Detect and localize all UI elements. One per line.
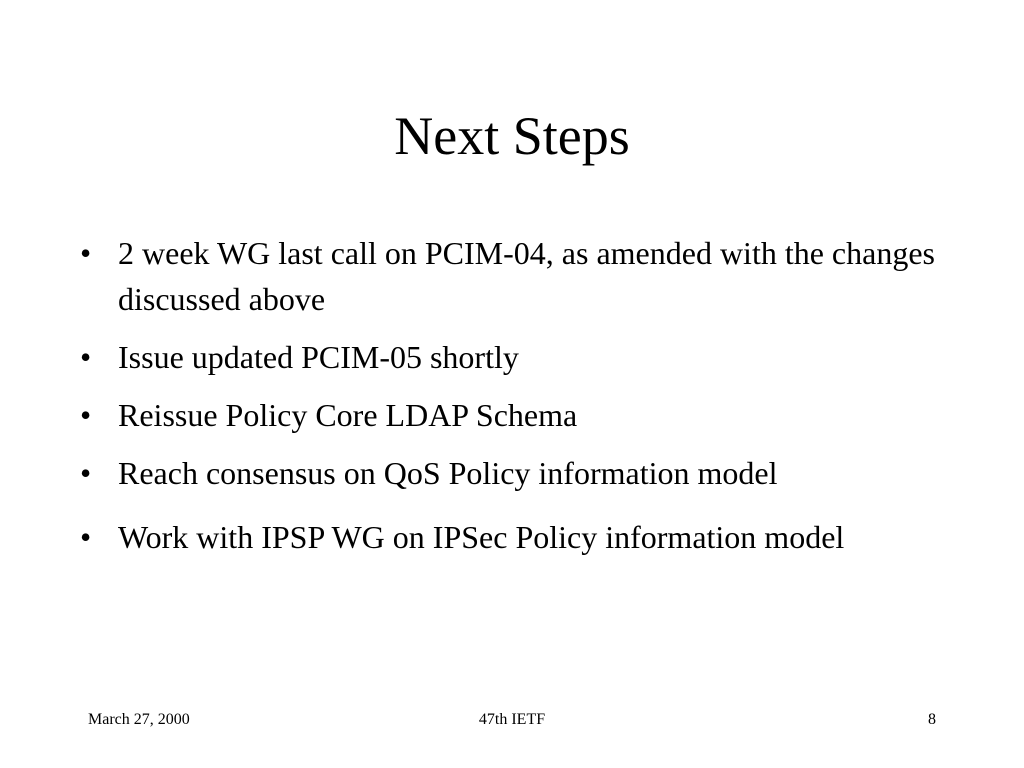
- bullet-marker-icon: •: [80, 235, 92, 271]
- bullet-text: Work with IPSP WG on IPSec Policy information model: [118, 519, 845, 555]
- bullet-text: Issue updated PCIM-05 shortly: [118, 339, 519, 375]
- footer-event: 47th IETF: [478, 711, 546, 728]
- bullet-text: Reissue Policy Core LDAP Schema: [118, 397, 578, 433]
- bullet-marker-icon: •: [80, 455, 92, 491]
- bullet-list: [74, 230, 954, 572]
- bullet-marker-icon: •: [80, 519, 92, 555]
- bullet-text: 2 week WG last call on PCIM-04, as amended with the changes discussed above: [118, 235, 935, 317]
- bullet-item: [74, 334, 954, 380]
- footer-page-number: 8: [928, 711, 936, 728]
- footer-date: March 27, 2000: [88, 711, 190, 728]
- bullet-text: Reach consensus on QoS Policy information model: [118, 455, 778, 491]
- bullet-marker-icon: •: [80, 397, 92, 433]
- bullet-item: [74, 450, 954, 496]
- slide-title: Next Steps: [394, 106, 630, 166]
- bullet-item: [74, 392, 954, 438]
- bullet-marker-icon: •: [80, 339, 92, 375]
- bullet-item: [74, 514, 954, 560]
- bullet-item: [74, 230, 954, 322]
